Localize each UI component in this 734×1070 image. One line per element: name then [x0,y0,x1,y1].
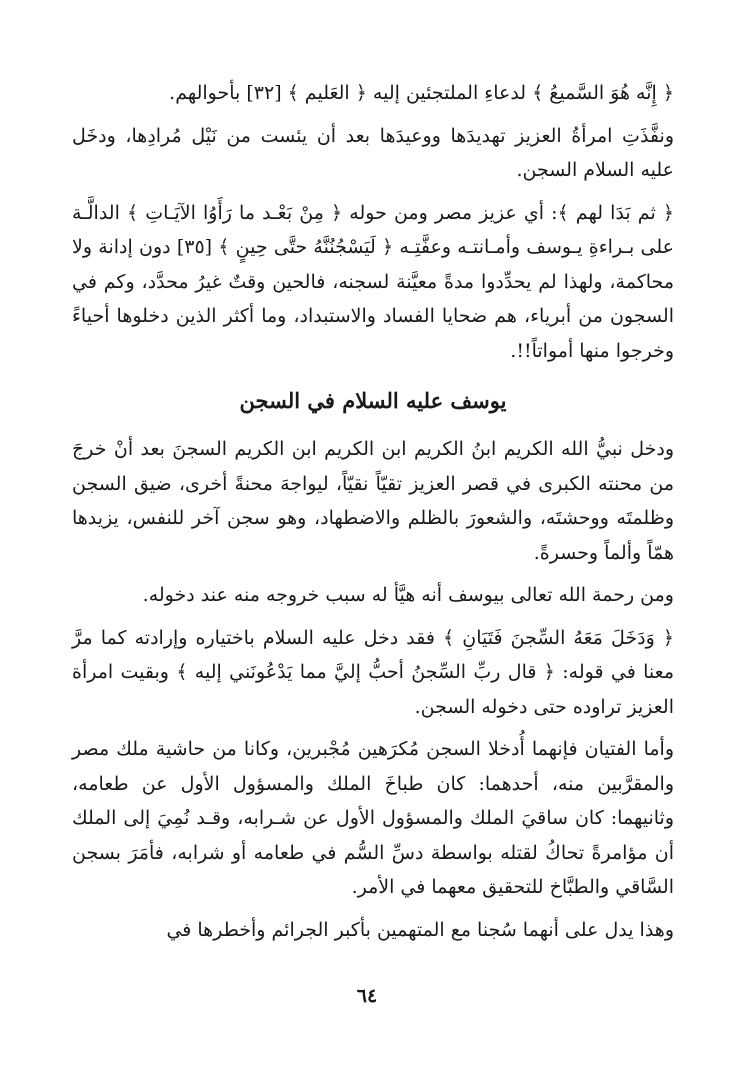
paragraph-3: ﴿ ثم بَدَا لهم ﴾: أي عزيز مصر ومن حوله ﴿ مِنْ بَعْـد ما رَأَوُا الآيَـاتِ ﴾ الدالَّـة على بـراءةِ يـوسف وأمـانتـه وعفَّتِـه ﴿ لَيَسْجُنُنَّهُ حتَّى حِينٍ ﴾ [٣٥] دون إدانة ولا محاكمة، ولهذا لم يحدِّدوا مدةً معيَّنة لسجنه، فالحين وقتٌ غيرُ محدَّد، وكم في السجون من أبرياء، هم ضحايا الفساد والاستبداد، وما أكثر الذين دخلوها أحياءً وخرجوا منها أمواتاً!!. [72,201,674,362]
paragraph-7: وأما الفتيان فإنهما أُدخلا السجن مُكرَهين مُجْبرين، وكانا من حاشية ملك مصر والمقرَّبين منه، أحدهما: كان طباخَ الملك والمسؤول الأول عن طعامه، وثانيهما: كان ساقيَ الملك والمسؤول الأول عن شـرابه، وقـد نُمِيَ إلى الملك أن مؤامرةً تحاكُ لقتله بواسطة دسِّ السُّم في طعامه أو شرابه، فأمَرَ بسجن السَّاقي والطبَّاخ للتحقيق معهما في الأمر. [72,738,674,898]
document-page [72,76,674,1016]
section-heading: يوسف عليه السلام في السجن [239,388,507,413]
paragraph-8: وهذا يدل على أنهما سُجنا مع المتهمين بأكبر الجرائم وأخطرها في [166,918,674,941]
paragraph-4: ودخل نبيُّ الله الكريم ابنُ الكريم ابن الكريم ابن الكريم السجنَ بعد أنْ خرجَ من محنته الكبرى في قصر العزيز تقيّاً نقيّاً، ليواجهَ محنةً أخرى، ضيق السجن وظلمتَه ووحشتَه، والشعورَ بالظلم والاضطهاد، وهو سجن آخر للنفس، يزيدها همّاً وألماً وحسرةً. [72,438,674,564]
paragraph-5: ومن رحمة الله تعالى بيوسف أنه هيَّأ له سبب خروجه منه عند دخوله. [142,584,674,606]
page-number: ٦٤ [356,985,378,1007]
paragraph-6: ﴿ وَدَخَلَ مَعَهُ السِّجنَ فَتَيَانِ ﴾ فقد دخل عليه السلام باختياره وإرادته كما مرَّ معنا في قوله: ﴿ قال ربِّ السِّجنُ أحبُّ إليَّ مما يَدْعُونَني إليه ﴾ وبقيت امرأة العزيز تراوده حتى دخوله السجن. [72,626,674,718]
paragraph-1: ﴿ إِنَّه هُوَ السَّميعُ ﴾ لدعاءِ الملتجئين إليه ﴿ العَليم ﴾ [٣٢] بأحوالهم. [169,82,674,104]
paragraph-2: ونفَّذَتِ امرأةُ العزيز تهديدَها ووعيدَها بعد أن يئست من نَيْل مُرادِها، ودخَل عليه السلام السجن. [72,124,674,181]
